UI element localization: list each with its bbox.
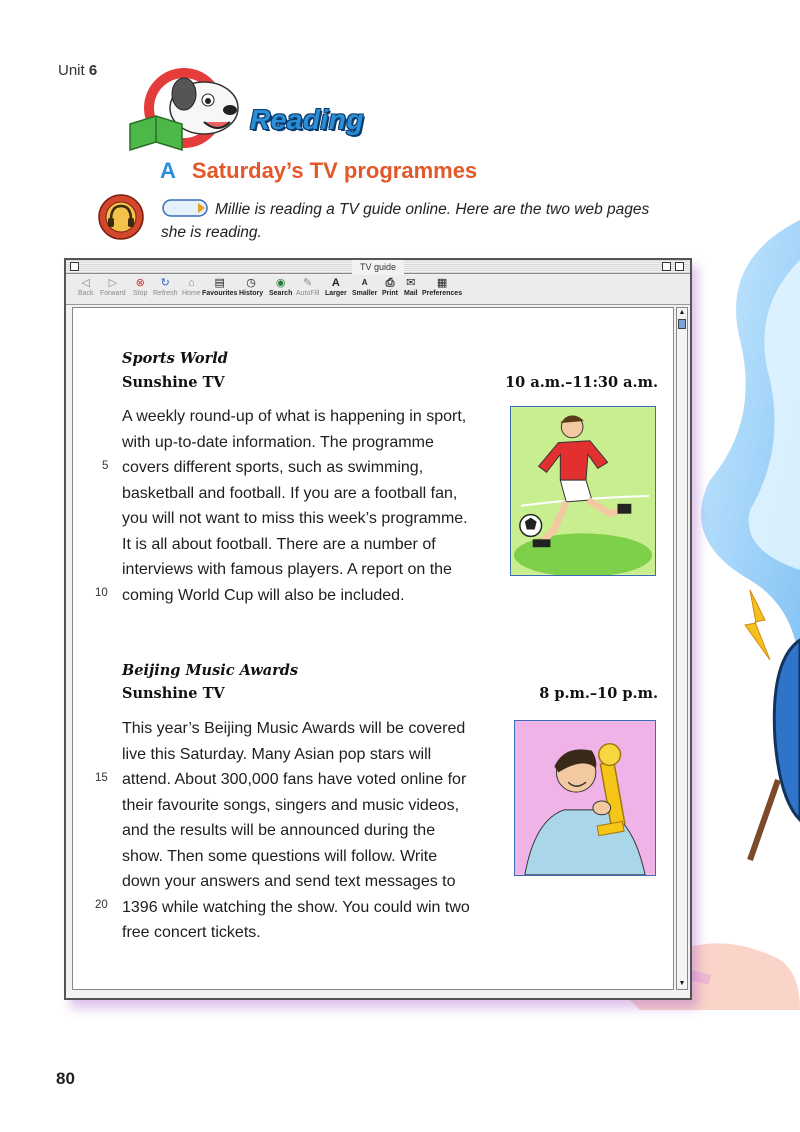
programme-1-channel: Sunshine TV: [122, 374, 225, 391]
back-icon: ◁: [81, 277, 91, 289]
window-titlebar[interactable]: [66, 260, 690, 274]
programme-2-line: show. Then some questions will follow. Write: [122, 847, 438, 865]
search-icon: ◉: [275, 277, 286, 289]
line-number: 20: [95, 899, 108, 911]
intro-line-2: she is reading.: [161, 224, 262, 241]
line-number: 10: [95, 587, 108, 599]
mail-button[interactable]: [404, 277, 418, 297]
programme-2-line: attend. About 300,000 fans have voted online for: [122, 771, 467, 788]
scroll-up-arrow-icon[interactable]: ▲: [678, 309, 686, 316]
refresh-button[interactable]: [153, 277, 178, 297]
programme-1-time: 10 a.m.–11:30 a.m.: [505, 374, 658, 391]
stop-icon: ⊗: [135, 277, 145, 289]
print-icon: ⎙: [385, 277, 395, 289]
larger-label: Larger: [325, 290, 347, 297]
stop-button[interactable]: [133, 277, 147, 297]
mail-label: Mail: [404, 290, 418, 297]
back-button[interactable]: [78, 277, 94, 297]
programme-2-line: down your answers and send text messages to: [122, 873, 456, 890]
programme-1-line: you will not want to miss this week’s programme.: [122, 510, 468, 527]
section-letter: A: [160, 158, 176, 183]
history-label: History: [239, 290, 264, 297]
home-icon: ⌂: [188, 277, 195, 289]
collapse-box-icon[interactable]: [675, 262, 684, 271]
print-button[interactable]: [382, 277, 398, 297]
programme-2-line: This year’s Beijing Music Awards will be covered: [122, 720, 466, 737]
smaller-text-icon: A: [361, 278, 368, 287]
history-button[interactable]: [239, 277, 263, 297]
programme-1-line: interviews with famous players. A report on the: [122, 561, 452, 578]
programme-2-channel: Sunshine TV: [122, 685, 225, 702]
line-number: 5: [102, 460, 109, 472]
unit-number: 6: [88, 62, 98, 79]
section-title: Saturday’s TV programmes: [191, 158, 478, 183]
search-label: Search: [269, 290, 293, 297]
larger-text-icon: A: [331, 277, 340, 289]
larger-button[interactable]: [325, 277, 347, 297]
autofill-icon: ✎: [303, 277, 313, 289]
forward-label: Forward: [100, 290, 126, 297]
music-award-winner-illustration: [514, 720, 656, 876]
scroll-thumb[interactable]: [678, 319, 686, 329]
section-heading: [160, 158, 477, 184]
home-button[interactable]: [182, 277, 201, 297]
preferences-icon: ▦: [436, 277, 448, 289]
zoom-box-icon[interactable]: [662, 262, 671, 271]
forward-button[interactable]: [100, 277, 126, 297]
programme-2-line: live this Saturday. Many Asian pop stars will: [122, 745, 432, 763]
search-button[interactable]: [269, 277, 292, 297]
programme-2-line: and the results will be announced during the: [122, 822, 436, 839]
smaller-button[interactable]: [352, 277, 377, 297]
audio-cd-icon: [98, 194, 144, 240]
reading-title: Reading: [250, 104, 364, 135]
preferences-label: Preferences: [422, 290, 463, 297]
programme-2-line: their favourite songs, singers and music videos,: [122, 796, 460, 814]
programme-1-line: A weekly round-up of what is happening in sport,: [122, 408, 467, 425]
forward-icon: ▷: [108, 277, 118, 289]
stop-label: Stop: [133, 290, 148, 297]
close-box-icon[interactable]: [70, 262, 79, 271]
print-label: Print: [382, 290, 398, 297]
programme-2-line: 1396 while watching the show. You could win two: [122, 898, 470, 916]
football-player-illustration: [510, 406, 656, 576]
mail-icon: ✉: [406, 277, 416, 289]
back-label: Back: [78, 290, 94, 297]
programme-1-line: with up-to-date information. The programme: [122, 433, 434, 451]
favourites-button[interactable]: [202, 277, 237, 297]
history-icon: ◷: [246, 277, 256, 289]
autofill-button[interactable]: [296, 277, 319, 297]
browser-window: [64, 258, 692, 1000]
autofill-label: AutoFill: [296, 290, 320, 297]
smaller-label: Smaller: [352, 290, 378, 297]
unit-label: [58, 62, 97, 79]
refresh-label: Refresh: [153, 290, 178, 297]
programme-1-line: It is all about football. There are a number of: [122, 535, 436, 553]
page-number: 80: [56, 1069, 75, 1088]
programme-1-line: basketball and football. If you are a football fan,: [122, 484, 458, 502]
favourites-icon: ▤: [214, 277, 225, 289]
unit-prefix: Unit: [58, 62, 85, 79]
programme-1-line: covers different sports, such as swimming,: [122, 459, 424, 476]
refresh-icon: ↻: [160, 277, 170, 289]
preferences-button[interactable]: [422, 277, 462, 297]
programme-1-title: Sports World: [122, 350, 228, 367]
programme-2-line: free concert tickets.: [122, 924, 261, 941]
home-label: Home: [182, 290, 201, 297]
programme-2-title: Beijing Music Awards: [122, 662, 299, 679]
programme-2-time: 8 p.m.–10 p.m.: [539, 685, 658, 702]
line-number: 15: [95, 772, 108, 784]
window-title: TV guide: [352, 260, 404, 274]
vertical-scrollbar[interactable]: [676, 307, 688, 990]
browser-toolbar: [66, 275, 690, 305]
programme-1-line: coming World Cup will also be included.: [122, 586, 405, 604]
web-page-content: [72, 307, 674, 990]
intro-line-1: Millie is reading a TV guide online. Here are the two web pages: [215, 201, 650, 218]
favourites-label: Favourites: [202, 290, 238, 297]
scroll-down-arrow-icon[interactable]: ▼: [678, 980, 686, 987]
